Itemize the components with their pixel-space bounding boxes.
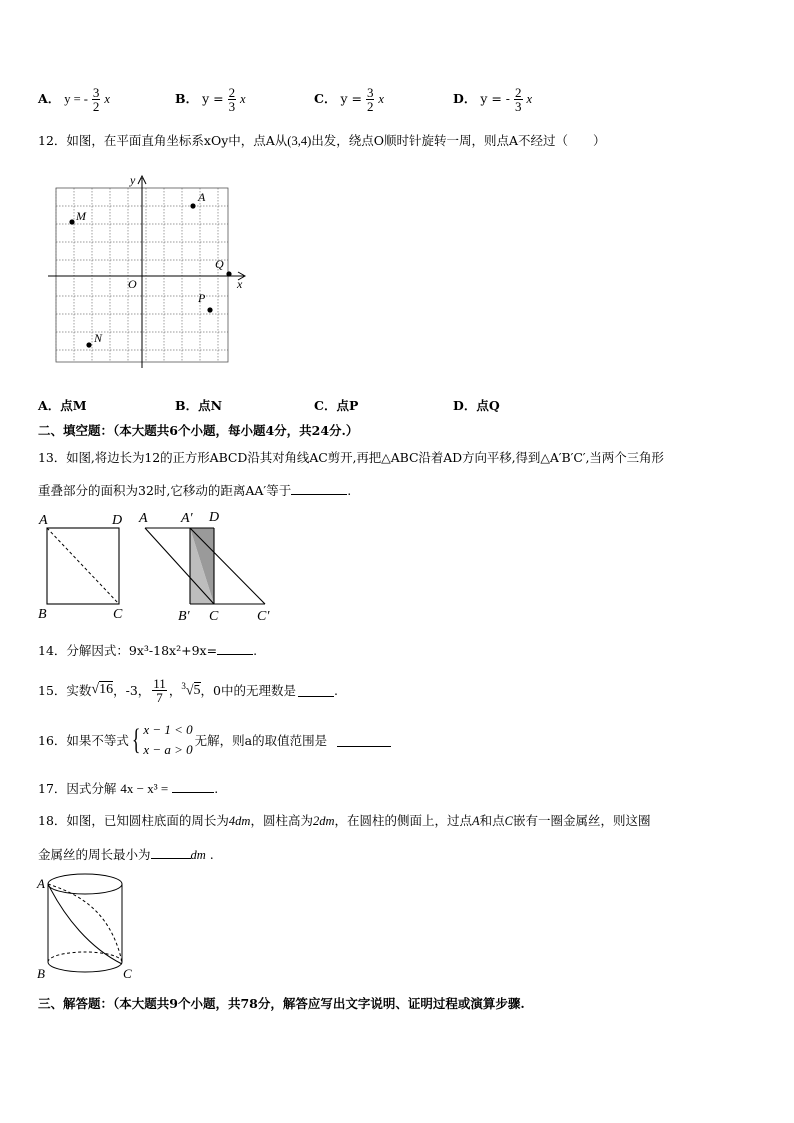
q16: 16．如果不等式 { x − 1 < 0 x − a > 0 无解，则a的取值范围是 — [38, 718, 391, 762]
svg-text:C: C — [113, 607, 123, 622]
svg-text:A: A — [198, 190, 206, 204]
svg-text:B′: B′ — [178, 609, 190, 624]
q18-cylinder-figure — [35, 868, 145, 983]
point-n — [86, 342, 91, 347]
q12-option-b: B．点N — [175, 398, 222, 413]
q12-option-a: A．点M — [38, 398, 87, 413]
svg-text:N: N — [94, 331, 103, 345]
q13-line-1: 13．如图,将边长为12的正方形ABCD沿其对角线AC剪开,再把△ABC沿着AD方向平移,得到△A′B′C′,当两个三角形 — [38, 450, 664, 465]
q14: 14．分解因式：9x³-18x²+9x= . — [38, 643, 258, 658]
svg-text:A′: A′ — [181, 511, 193, 526]
point-q — [226, 271, 231, 276]
svg-text:C′: C′ — [257, 609, 270, 624]
svg-text:C: C — [123, 966, 132, 981]
q13-figure — [35, 508, 285, 626]
section-3-heading: 三、解答题：（本大题共9个小题，共78分，解答应写出文字说明、证明过程或演算步骤. — [38, 996, 525, 1011]
svg-text:D: D — [209, 510, 220, 525]
q11-option-a: A． y = - $\frac{3}{2}$ x — [38, 85, 110, 114]
svg-text:A: A — [139, 511, 148, 526]
point-m — [69, 219, 74, 224]
svg-text:Q: Q — [215, 257, 224, 271]
svg-text:B: B — [38, 607, 47, 622]
q13-line-2: 重叠部分的面积为32时,它移动的距离AA′等于 . — [38, 483, 352, 498]
svg-text:D: D — [112, 513, 123, 528]
q11-option-c: C． y = $\frac{3}{2}$ x — [314, 85, 384, 114]
svg-text:A: A — [39, 513, 48, 528]
q12-coordinate-grid — [40, 170, 255, 370]
q12-option-d: D．点Q — [453, 398, 500, 413]
svg-text:M: M — [76, 209, 86, 223]
svg-text:C: C — [209, 609, 219, 624]
svg-text:y: y — [130, 173, 136, 187]
svg-text:B: B — [37, 966, 45, 981]
q15: 15．实数 √16 ，-3， $\frac{11}{7}$ ， $^3$√5 ，0中的无理数是 . — [38, 675, 338, 705]
svg-text:O: O — [128, 277, 137, 291]
q11-option-d: D． y = - $\frac{2}{3}$ x — [453, 85, 533, 114]
q18-line-1: 18．如图，已知圆柱底面的周长为4dm，圆柱高为2dm，在圆柱的侧面上，过点A和点C嵌有一圈金属丝，则这圈 — [38, 813, 651, 828]
q17: 17．因式分解 4x − x³ = . — [38, 781, 219, 796]
svg-text:P: P — [198, 291, 206, 305]
point-a — [190, 203, 195, 208]
q12-stem: 12．如图，在平面直角坐标系xOy中，点A从(3,4)出发，绕点O顺时针旋转一周，则点A不经过（ ） — [38, 133, 606, 148]
point-p — [207, 307, 212, 312]
q18-line-2: 金属丝的周长最小为 dm . — [38, 847, 214, 862]
q11-option-b: B． y = $\frac{2}{3}$ x — [175, 85, 246, 114]
svg-text:x: x — [237, 277, 243, 291]
q12-option-c: C．点P — [314, 398, 359, 413]
svg-text:A: A — [37, 876, 45, 891]
section-2-heading: 二、填空题：（本大题共6个小题，每小题4分，共24分.） — [38, 423, 359, 438]
